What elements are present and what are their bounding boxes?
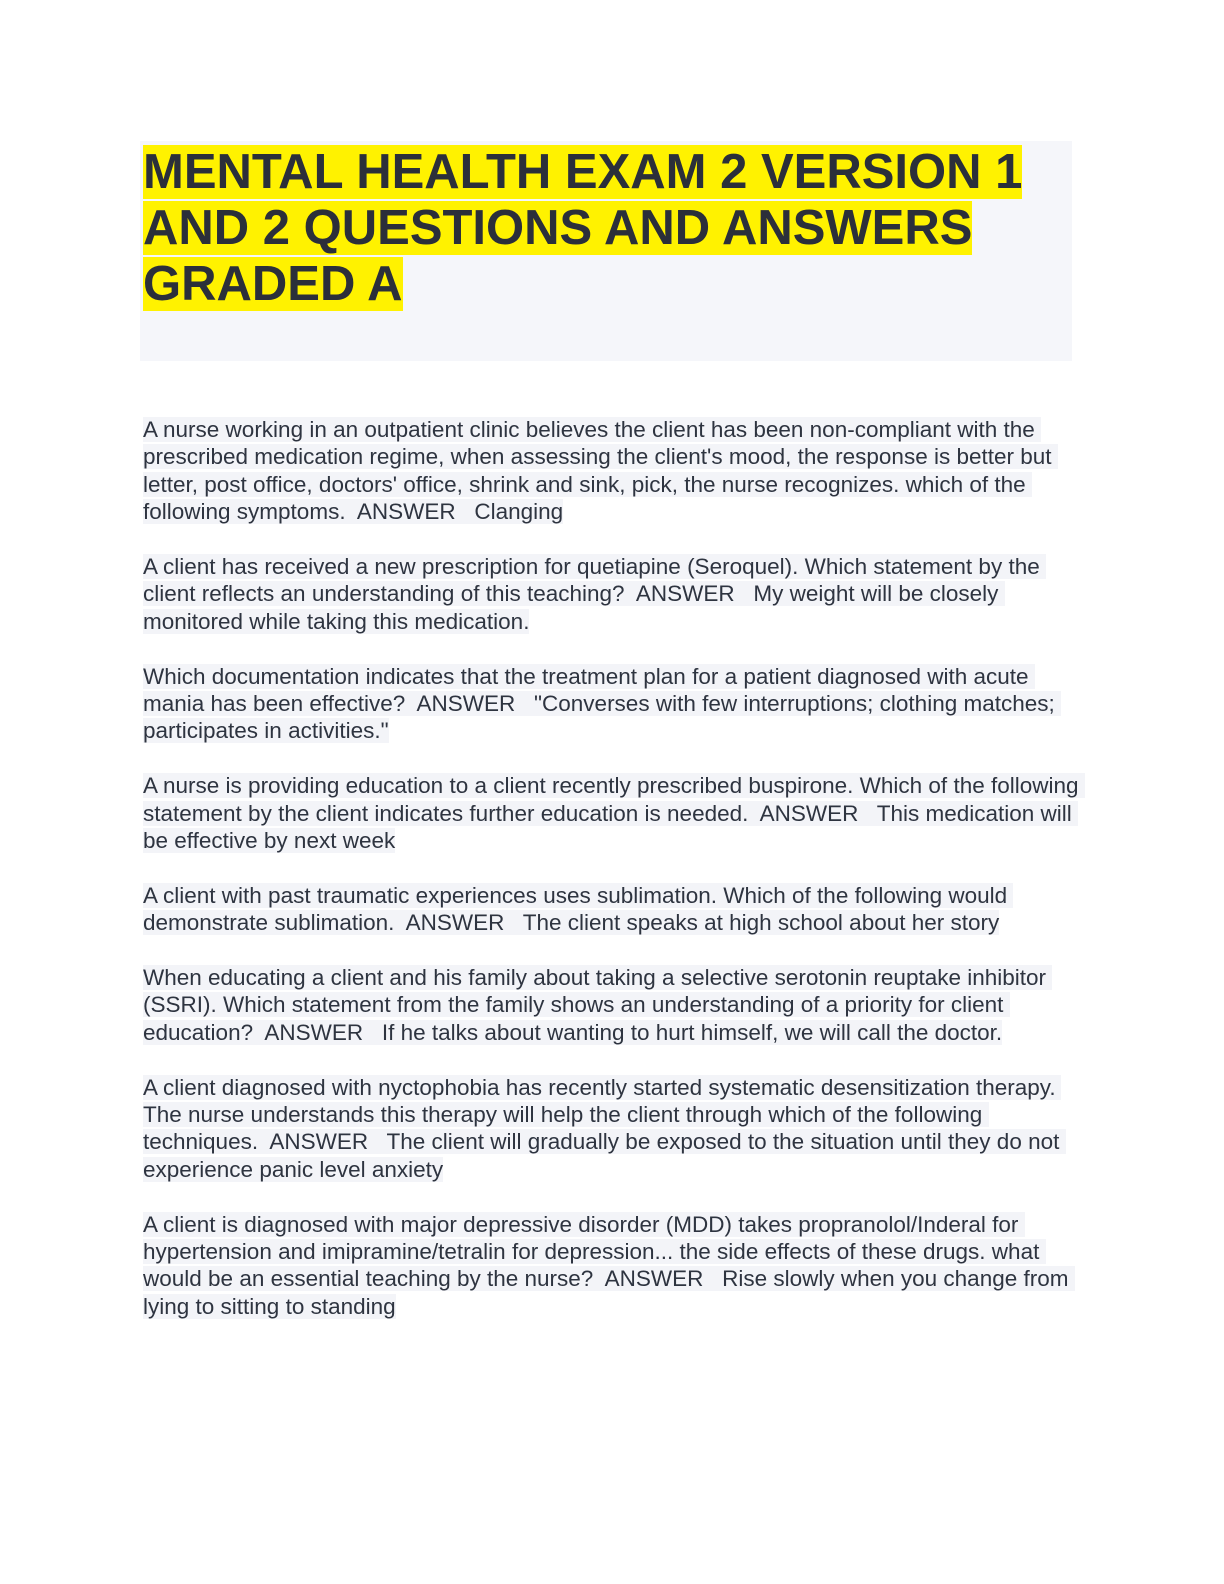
qa-item-text: A nurse working in an outpatient clinic believes the client has been non-compliant with the prescribed medication regime, when assessing the client's mood, the response is better but letter, post office, doctors' office, shrink and sink, pick, the nurse recognizes. which of the following symptoms. ANSWER Clanging [143, 417, 1058, 525]
qa-item [143, 1211, 1083, 1321]
qa-list [143, 416, 1083, 1348]
qa-item-text: Which documentation indicates that the treatment plan for a patient diagnosed with acute mania has been effective? ANSWER "Converses with few interruptions; clothing matches; participates in activities." [143, 663, 1062, 744]
document-title-text: MENTAL HEALTH EXAM 2 VERSION 1 AND 2 QUESTIONS AND ANSWERS GRADED A [143, 145, 1023, 311]
qa-item-text: A client has received a new prescription for quetiapine (Seroquel). Which statement by the client reflects an understanding of this teaching? ANSWER My weight will be closely monitored while taking this medication. [143, 554, 1046, 634]
qa-item [143, 553, 1083, 635]
qa-item [143, 416, 1083, 526]
qa-item [143, 772, 1083, 854]
qa-item [143, 1074, 1083, 1184]
qa-item-text: A client is diagnosed with major depressive disorder (MDD) takes propranolol/Inderal for hypertension and imipramine/tetralin for depression... the side effects of these drugs. what would be an essential teaching by the nurse? ANSWER Rise slowly when you change from lying to sitting to standing [143, 1211, 1075, 1319]
qa-item-text: A client with past traumatic experiences uses sublimation. Which of the following would demonstrate sublimation. ANSWER The client speaks at high school about her story [143, 882, 1014, 936]
qa-item-text: When educating a client and his family about taking a selective serotonin reuptake inhibitor (SSRI). Which statement from the family shows an understanding of a priority for client education? ANSWER If he talks about wanting to hurt himself, we will call the doctor. [143, 965, 1053, 1045]
qa-item-text: A client diagnosed with nyctophobia has recently started systematic desensitization therapy. The nurse understands this therapy will help the client through which of the following techniques. ANSWER The client will gradually be exposed to the situation until they do not experience panic level anxiety [143, 1074, 1066, 1182]
title-panel [140, 141, 1072, 361]
qa-item [143, 663, 1083, 745]
qa-item-text: A nurse is providing education to a client recently prescribed buspirone. Which of the following statement by the client indicates further education is needed. ANSWER This medication will be effective by next week [143, 773, 1085, 854]
qa-item [143, 964, 1083, 1046]
document-title [143, 144, 1023, 312]
qa-item [143, 882, 1083, 937]
